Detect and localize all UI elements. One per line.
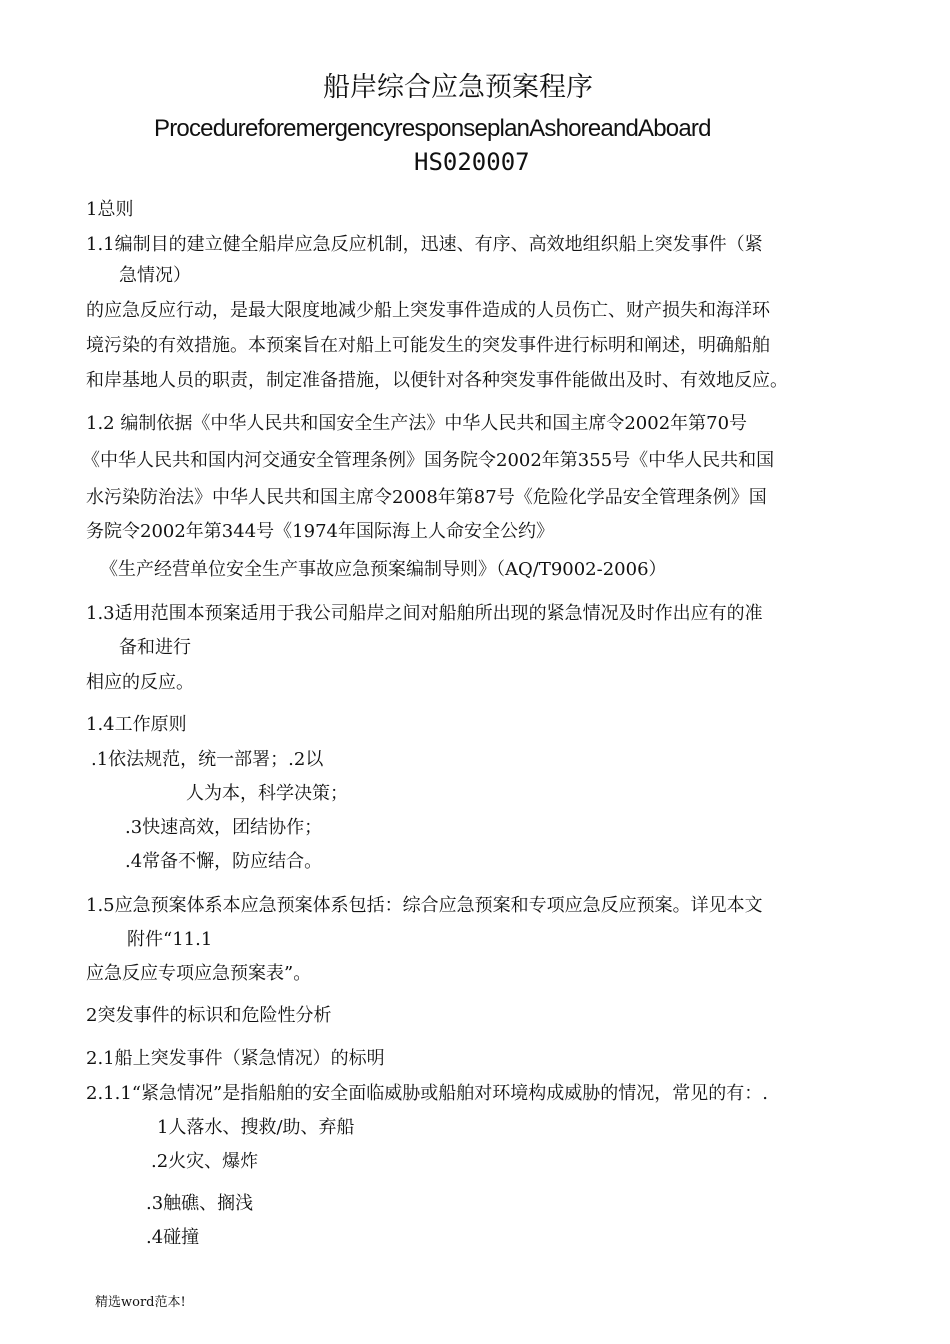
title-cn: 船岸综合应急预案程序: [323, 72, 593, 103]
section-1-4-heading: 1.4工作原则: [86, 714, 187, 735]
para-1-1-line: 急情况）: [119, 265, 191, 286]
para-1-5-line: 1.5应急预案体系本应急预案体系包括：综合应急预案和专项应急反应预案。详见本文: [86, 895, 763, 916]
principle-item: .4常备不懈，防应结合。: [125, 851, 323, 872]
para-1-5-line: 应急反应专项应急预案表”。: [86, 963, 312, 984]
para-1-1-line: 境污染的有效措施。本预案旨在对船上可能发生的突发事件进行标明和阐述，明确船舶: [86, 335, 770, 356]
para-1-3-line: 备和进行: [119, 637, 191, 658]
section-1-heading: 1总则: [86, 199, 134, 220]
principle-item: .1依法规范，统一部署；.2以: [91, 749, 324, 770]
para-1-2-line: 务院令2002年第344号《1974年国际海上人命安全公约》: [86, 521, 554, 542]
emergency-item: 1人落水、搜救/助、弃船: [157, 1117, 355, 1138]
para-1-2-line: 《生产经营单位安全生产事故应急预案编制导则》（AQ/T9002-2006）: [100, 559, 667, 580]
para-1-3-line: 相应的反应。: [86, 672, 194, 693]
para-1-2-line: 《中华人民共和国内河交通安全管理条例》国务院令2002年第355号《中华人民共和国: [82, 450, 775, 471]
document-code: HS020007: [414, 148, 530, 176]
emergency-item: .4碰撞: [146, 1227, 200, 1248]
title-en: ProcedureforemergencyresponseplanAshoreandAboard: [154, 115, 711, 142]
principle-item: 人为本，科学决策；: [186, 783, 348, 804]
principle-item: .3快速高效，团结协作；: [125, 817, 323, 838]
para-1-1-line: 和岸基地人员的职责，制定准备措施，以便针对各种突发事件能做出及时、有效地反应。: [86, 370, 788, 391]
para-1-2-line: 1.2 编制依据《中华人民共和国安全生产法》中华人民共和国主席令2002年第70号: [86, 413, 748, 434]
para-1-2-line: 水污染防治法》中华人民共和国主席令2008年第87号《危险化学品安全管理条例》国: [86, 487, 767, 508]
section-2-1-heading: 2.1船上突发事件（紧急情况）的标明: [86, 1048, 385, 1069]
para-1-5-line: 附件“11.1: [127, 929, 213, 950]
emergency-item: .3触礁、搁浅: [146, 1193, 254, 1214]
emergency-item: .2火灾、爆炸: [151, 1151, 259, 1172]
para-1-1-line: 1.1编制目的建立健全船岸应急反应机制，迅速、有序、高效地组织船上突发事件（紧: [86, 234, 763, 255]
para-1-1-line: 的应急反应行动，是最大限度地减少船上突发事件造成的人员伤亡、财产损失和海洋环: [86, 300, 770, 321]
page-footer: 精选word范本!: [95, 1295, 186, 1310]
para-1-3-line: 1.3适用范围本预案适用于我公司船岸之间对船舶所出现的紧急情况及时作出应有的准: [86, 603, 763, 624]
para-2-1-1-line: 2.1.1“紧急情况”是指船舶的安全面临威胁或船舶对环境构成威胁的情况，常见的有：.: [86, 1083, 768, 1104]
section-2-heading: 2突发事件的标识和危险性分析: [86, 1005, 332, 1026]
